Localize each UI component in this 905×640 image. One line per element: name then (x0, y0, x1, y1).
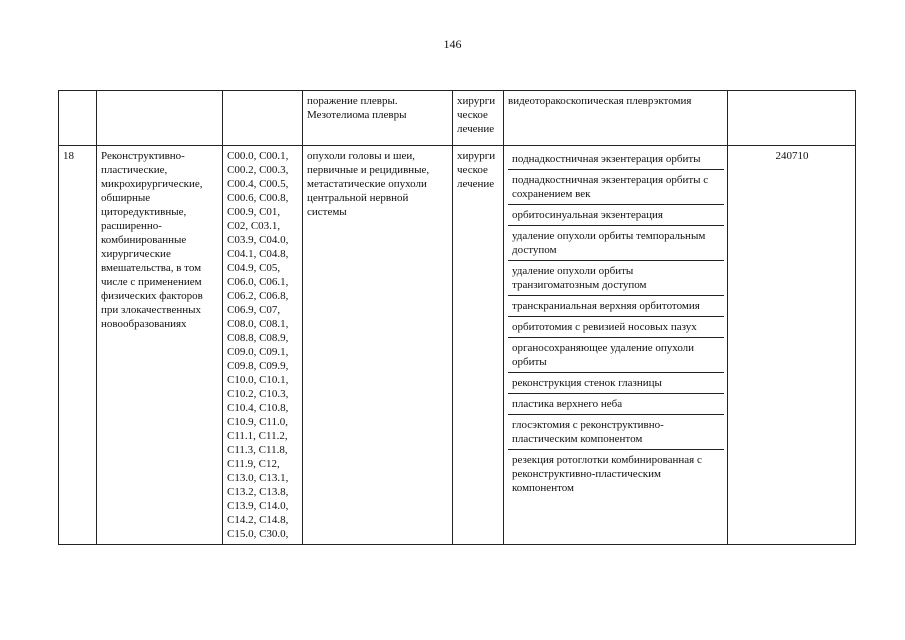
table-row-continuation (59, 91, 856, 146)
cell-care-type (97, 91, 223, 146)
cell-method: видеоторакоскопическая плеврэктомия (504, 91, 728, 146)
method-item: орбитотомия с ревизией носовых пазух (508, 317, 724, 338)
method-item: глосэктомия с реконструктивно-пластическим компонентом (508, 415, 724, 450)
method-item: пластика верхнего неба (508, 394, 724, 415)
method-item: удаление опухоли орбиты транзигоматозным доступом (508, 261, 724, 296)
diagnosis: опухоли головы и шеи, первичные и рецидивные, метастатические опухоли центральной нервной системы (303, 146, 453, 545)
cell-diagnosis: поражение плевры. Мезотелиома плевры (303, 91, 453, 146)
method-item: поднадкостничная экзентерация орбиты с сохранением век (508, 170, 724, 205)
method-item: органосохраняющее удаление опухоли орбиты (508, 338, 724, 373)
method-item: реконструкция стенок глазницы (508, 373, 724, 394)
row-number: 18 (59, 146, 97, 545)
cell-price (728, 91, 856, 146)
icd-codes: C00.0, C00.1, C00.2, C00.3, C00.4, C00.5, C00.6, C00.8, C00.9, C01, C02, C03.1, C03.9, C04.0, C04.1, C04.8, C04.9, C05, C06.0, C06.1, C06.2, C06.8, C06.9, C07, C08.0, C08.1, C08.8, C08.9, C09.0, C09.1, C09.8, C09.9, C10.0, C10.1, C10.2, C10.3, C10.4, C10.8, C10.9, C11.0, C11.1, C11.2, C11.3, C11.8, C11.9, C12, C13.0, C13.1, C13.2, C13.8, C13.9, C14.0, C14.2, C14.8, C15.0, C30.0, (223, 146, 303, 545)
method-item: резекция ротоглотки комбинированная с реконструктивно-пластическим компонентом (512, 454, 702, 494)
cell-number (59, 91, 97, 146)
price: 240710 (728, 146, 856, 545)
page-number: 146 (443, 37, 462, 51)
table-row-18 (59, 146, 856, 545)
cell-treatment-type: хирурги ческое лечение (453, 91, 504, 146)
method-item: транскраниальная верхняя орбитотомия (508, 296, 724, 317)
methods-cell (504, 146, 728, 545)
care-type: Реконструктивно-пластические, микрохирургические, обширные циторедуктивные, расширенно-комбинированные хирургические вмешательства, в том числе с применением физических факторов при злокачественных новообразованиях (97, 146, 223, 545)
cell-icd-codes (223, 91, 303, 146)
methods-list (508, 149, 724, 498)
treatment-type: хирурги ческое лечение (453, 146, 504, 545)
method-item: орбитосинуальная экзентерация (508, 205, 724, 226)
method-item: поднадкостничная экзентерация орбиты (508, 149, 724, 170)
method-item: удаление опухоли орбиты темпоральным доступом (508, 226, 724, 261)
medical-care-table (58, 90, 856, 545)
